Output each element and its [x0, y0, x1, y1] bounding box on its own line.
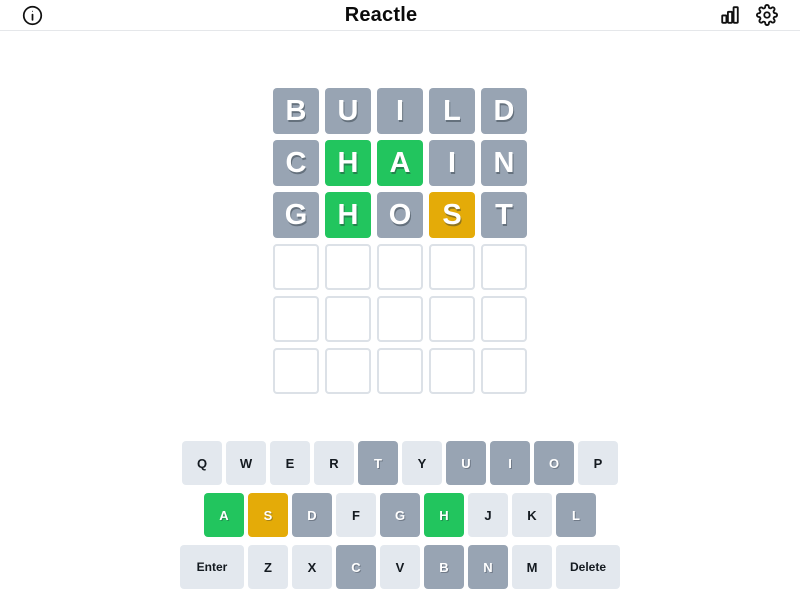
key-l[interactable]: L	[556, 493, 596, 537]
tile-r3c1: G	[273, 192, 319, 238]
keyboard	[0, 441, 800, 589]
tile-r2c4: I	[429, 140, 475, 186]
board-row-3	[273, 192, 527, 238]
tile-r2c1: C	[273, 140, 319, 186]
key-e[interactable]: E	[270, 441, 310, 485]
tile-r5c2	[325, 296, 371, 342]
tile-r4c5	[481, 244, 527, 290]
tile-r4c4	[429, 244, 475, 290]
bar-chart-icon	[719, 4, 741, 26]
info-button[interactable]	[22, 5, 43, 26]
tile-r1c2: U	[325, 88, 371, 134]
key-p[interactable]: P	[578, 441, 618, 485]
tile-r5c5	[481, 296, 527, 342]
key-m[interactable]: M	[512, 545, 552, 589]
tile-r2c3: A	[377, 140, 423, 186]
key-f[interactable]: F	[336, 493, 376, 537]
page-title: Reactle	[344, 3, 418, 26]
key-j[interactable]: J	[468, 493, 508, 537]
board-row-5	[273, 296, 527, 342]
key-t[interactable]: T	[358, 441, 398, 485]
tile-r1c3: I	[377, 88, 423, 134]
settings-button[interactable]	[756, 4, 778, 26]
tile-r5c1	[273, 296, 319, 342]
key-x[interactable]: X	[292, 545, 332, 589]
header-actions	[719, 4, 778, 26]
tile-r4c1	[273, 244, 319, 290]
board-row-2	[273, 140, 527, 186]
tile-r2c5: N	[481, 140, 527, 186]
key-d[interactable]: D	[292, 493, 332, 537]
key-w[interactable]: W	[226, 441, 266, 485]
board-row-6	[273, 348, 527, 394]
tile-r3c4: S	[429, 192, 475, 238]
key-r[interactable]: R	[314, 441, 354, 485]
key-b[interactable]: B	[424, 545, 464, 589]
board-row-1	[273, 88, 527, 134]
keyboard-row-3	[180, 545, 620, 589]
stats-button[interactable]	[719, 4, 741, 26]
tile-r5c3	[377, 296, 423, 342]
tile-r6c2	[325, 348, 371, 394]
keyboard-row-2	[204, 493, 596, 537]
info-icon	[22, 5, 43, 26]
key-s[interactable]: S	[248, 493, 288, 537]
tile-r6c3	[377, 348, 423, 394]
key-z[interactable]: Z	[248, 545, 288, 589]
tile-r6c4	[429, 348, 475, 394]
tile-r4c3	[377, 244, 423, 290]
tile-r3c5: T	[481, 192, 527, 238]
key-h[interactable]: H	[424, 493, 464, 537]
gear-icon	[756, 4, 778, 26]
tile-r1c4: L	[429, 88, 475, 134]
tile-r6c5	[481, 348, 527, 394]
key-y[interactable]: Y	[402, 441, 442, 485]
game-board	[0, 88, 800, 394]
tile-r3c2: H	[325, 192, 371, 238]
header	[0, 0, 800, 31]
key-g[interactable]: G	[380, 493, 420, 537]
board-row-4	[273, 244, 527, 290]
tile-r1c1: B	[273, 88, 319, 134]
key-v[interactable]: V	[380, 545, 420, 589]
key-n[interactable]: N	[468, 545, 508, 589]
key-a[interactable]: A	[204, 493, 244, 537]
key-q[interactable]: Q	[182, 441, 222, 485]
key-c[interactable]: C	[336, 545, 376, 589]
tile-r3c3: O	[377, 192, 423, 238]
key-k[interactable]: K	[512, 493, 552, 537]
key-delete[interactable]: Delete	[556, 545, 620, 589]
key-enter[interactable]: Enter	[180, 545, 244, 589]
key-u[interactable]: U	[446, 441, 486, 485]
game-area	[0, 88, 800, 589]
key-i[interactable]: I	[490, 441, 530, 485]
tile-r1c5: D	[481, 88, 527, 134]
tile-r2c2: H	[325, 140, 371, 186]
key-o[interactable]: O	[534, 441, 574, 485]
tile-r5c4	[429, 296, 475, 342]
tile-r6c1	[273, 348, 319, 394]
tile-r4c2	[325, 244, 371, 290]
keyboard-row-1	[182, 441, 618, 485]
